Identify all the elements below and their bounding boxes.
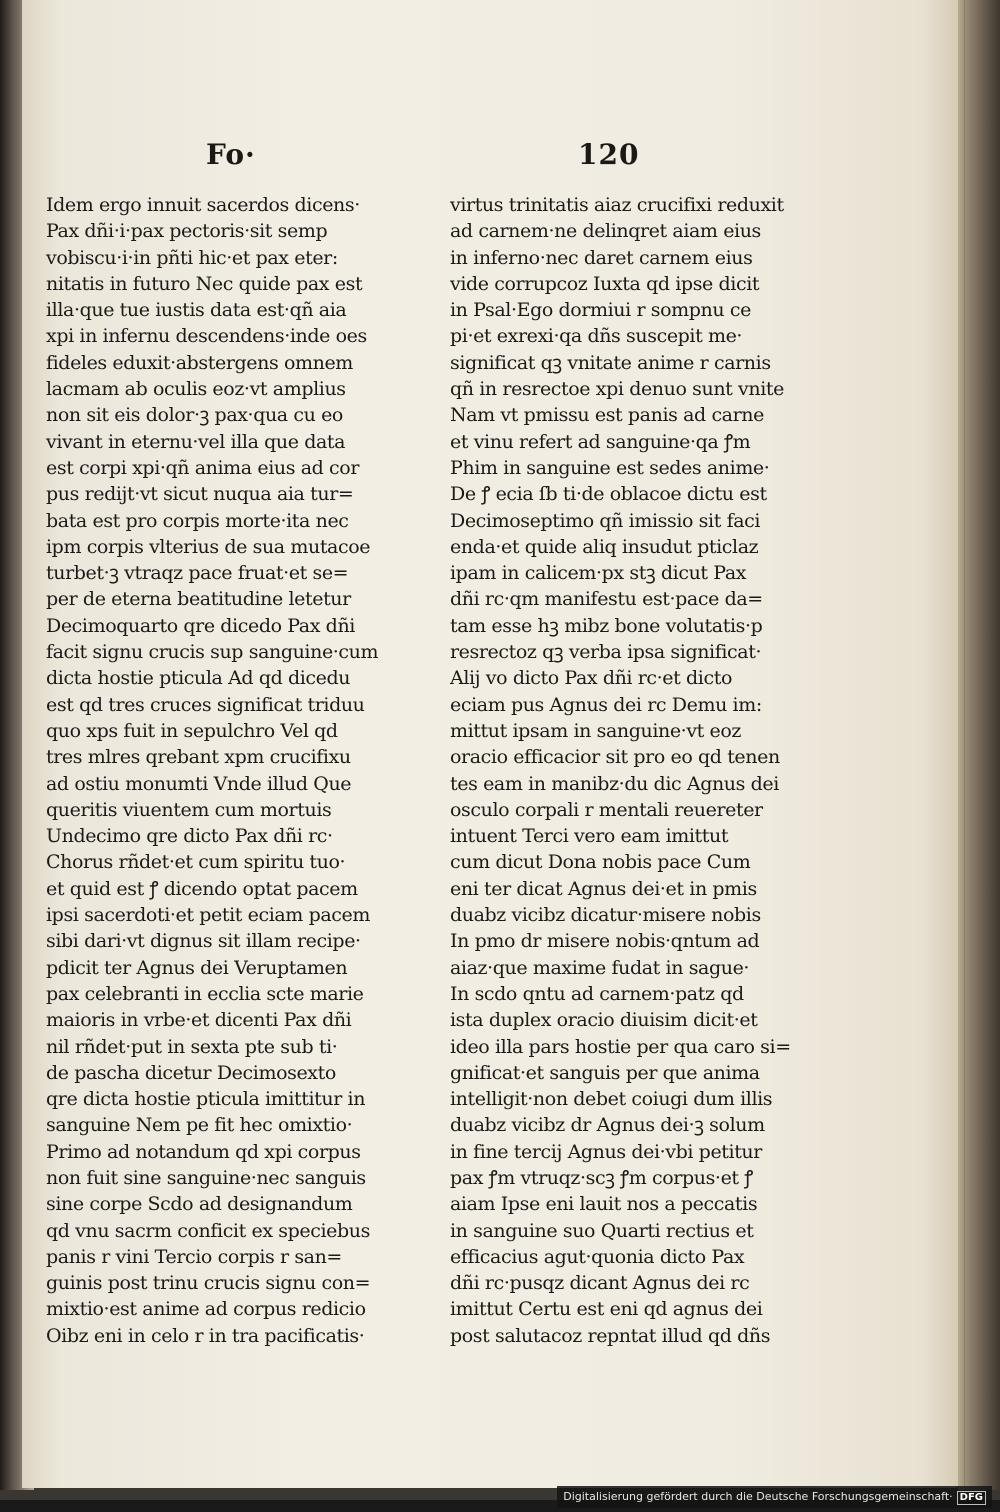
text-line: pi·et exrexi·qa dñs suscepit me· xyxy=(450,325,743,348)
text-line: Idem ergo innuit sacerdos dicens· xyxy=(46,194,360,216)
text-line: ipsi sacerdoti·et petit eciam pacem xyxy=(46,904,370,927)
text-line: eciam pus Agnus dei rc Demu im: xyxy=(450,693,762,716)
text-line: per de eterna beatitudine letetur xyxy=(46,588,351,611)
page-fore-edge xyxy=(958,0,1000,1490)
text-line: queritis viuentem cum mortuis xyxy=(46,798,332,821)
text-line: Decimoseptimo qñ imissio sit faci xyxy=(450,509,761,532)
text-line: virtus trinitatis aiaz crucifixi reduxit xyxy=(450,194,784,216)
text-line: vide corrupcoz Iuxta qd ipse dicit xyxy=(450,272,760,295)
text-line: in sanguine suo Quarti rectius et xyxy=(450,1219,754,1242)
text-line: vobiscu·i·in pñti hic·et pax eter: xyxy=(46,246,338,269)
text-line: nil rñdet·put in sexta pte sub ti· xyxy=(46,1035,338,1058)
credit-text: Digitalisierung gefördert durch die Deutsche Forschungsgemeinschaft· xyxy=(563,1490,953,1503)
text-line: ipm corpis vlterius de sua mutacoe xyxy=(46,535,371,558)
text-line: significat qꝫ vnitate anime r carnis xyxy=(450,351,771,374)
text-line: mixtio·est anime ad corpus redicio xyxy=(46,1298,366,1321)
text-line: sibi dari·vt dignus sit illam recipe· xyxy=(46,930,361,953)
text-line: illa·que tue iustis data est·qñ aia xyxy=(46,299,347,322)
text-line: pax ꝭm vtruqz·scꝫ ꝭm corpus·et ꝭ xyxy=(450,1166,753,1189)
folio-number: 120 xyxy=(578,138,640,171)
text-line: Oibz eni in celo r in tra pacificatis· xyxy=(46,1324,365,1347)
text-line: bata est pro corpis morte·ita nec xyxy=(46,509,349,532)
left-text-column xyxy=(46,192,386,1349)
text-line: imittut Certu est eni qd agnus dei xyxy=(450,1298,763,1321)
text-line: sanguine Nem pe fit hec omixtio· xyxy=(46,1114,353,1137)
text-line: duabz vicibz dr Agnus dei·ꝫ solum xyxy=(450,1114,765,1137)
text-line: est corpi xpi·qñ anima eius ad cor xyxy=(46,456,360,479)
text-line: ista duplex oracio diuisim dicit·et xyxy=(450,1009,758,1032)
text-line: tam esse hꝫ mibz bone volutatis·p xyxy=(450,614,763,637)
text-line: intelligit·non debet coiugi dum illis xyxy=(450,1088,773,1111)
text-line: mittut ipsam in sanguine·vt eoz xyxy=(450,719,742,742)
text-line: oracio efficacior sit pro eo qd tenen xyxy=(450,746,780,769)
text-line: Phim in sanguine est sedes anime· xyxy=(450,456,770,479)
text-line: Chorus rñdet·et cum spiritu tuo· xyxy=(46,851,346,874)
text-line: eni ter dicat Agnus dei·et in pmis xyxy=(450,877,757,900)
page-header xyxy=(0,138,1000,178)
text-line: qd vnu sacrm conficit ex speciebus xyxy=(46,1219,370,1242)
text-line: panis r vini Tercio corpis r san= xyxy=(46,1245,342,1268)
text-line: de pascha dicetur Decimosexto xyxy=(46,1061,336,1084)
text-line: pdicit ter Agnus dei Veruptamen xyxy=(46,956,348,979)
text-line: Decimoquarto qre dicedo Pax dñi xyxy=(46,614,355,637)
text-line: non sit eis dolor·ꝫ pax·qua cu eo xyxy=(46,404,343,427)
text-line: efficacius agut·quonia dicto Pax xyxy=(450,1245,745,1268)
text-line: Primo ad notandum qd xpi corpus xyxy=(46,1140,361,1163)
text-line: et quid est ꝭ dicendo optat pacem xyxy=(46,877,358,900)
text-line: maioris in vrbe·et dicenti Pax dñi xyxy=(46,1009,352,1032)
text-line: dicta hostie pticula Ad qd dicedu xyxy=(46,667,351,690)
text-line: In pmo dr misere nobis·qntum ad xyxy=(450,930,760,953)
text-line: quo xps fuit in sepulchro Vel qd xyxy=(46,719,338,742)
text-line: intuent Terci vero eam imittut xyxy=(450,825,729,848)
text-line: post salutacoz repntat illud qd dñs xyxy=(450,1324,771,1347)
text-line: ideo illa pars hostie per qua caro si= xyxy=(450,1035,791,1058)
text-line: duabz vicibz dicatur·misere nobis xyxy=(450,904,761,927)
text-line: tes eam in manibz·du dic Agnus dei xyxy=(450,772,779,795)
text-line: non fuit sine sanguine·nec sanguis xyxy=(46,1166,366,1189)
text-line: gnificat·et sanguis per que anima xyxy=(450,1061,760,1084)
text-line: pax celebranti in ecclia scte marie xyxy=(46,982,364,1005)
text-line: aiam Ipse eni lauit nos a peccatis xyxy=(450,1193,758,1216)
text-line: xpi in infernu descendens·inde oes xyxy=(46,325,367,348)
right-text-column xyxy=(450,192,795,1349)
text-line: guinis post trinu crucis signu con= xyxy=(46,1272,371,1295)
text-line: tres mlres qrebant xpm crucifixu xyxy=(46,746,351,769)
text-line: resrectoz qꝫ verba ipsa significat· xyxy=(450,641,762,664)
folio-label: Fo· xyxy=(206,138,256,171)
text-line: facit signu crucis sup sanguine·cum xyxy=(46,641,379,664)
text-line: Alij vo dicto Pax dñi rc·et dicto xyxy=(450,667,732,690)
text-line: dñi rc·pusqz dicant Agnus dei rc xyxy=(450,1272,750,1295)
text-line: De ꝭ ecia ſb ti·de oblacoe dictu est xyxy=(450,483,767,506)
text-line: ipam in calicem·px stꝫ dicut Pax xyxy=(450,562,747,585)
text-line: enda·et quide aliq insudut pticlaz xyxy=(450,535,759,558)
text-line: aiaz·que maxime fudat in sague· xyxy=(450,956,750,979)
text-line: vivant in eternu·vel illa que data xyxy=(46,430,346,453)
text-line: Undecimo qre dicto Pax dñi rc· xyxy=(46,825,333,848)
text-line: qre dicta hostie pticula imittitur in xyxy=(46,1088,366,1111)
text-line: cum dicut Dona nobis pace Cum xyxy=(450,851,751,874)
digitization-credit xyxy=(557,1486,992,1508)
text-line: nitatis in futuro Nec quide pax est xyxy=(46,272,363,295)
text-line: in Psal·Ego dormiui r sompnu ce xyxy=(450,299,751,322)
text-line: pus redijt·vt sicut nuqua aia tur= xyxy=(46,483,354,506)
dfg-logo: DFG xyxy=(957,1491,986,1505)
text-line: dñi rc·qm manifestu est·pace da= xyxy=(450,588,763,611)
text-line: In scdo qntu ad carnem·patz qd xyxy=(450,982,744,1005)
text-line: in inferno·nec daret carnem eius xyxy=(450,246,753,269)
text-line: ad carnem·ne delinqret aiam eius xyxy=(450,220,761,243)
text-line: fideles eduxit·abstergens omnem xyxy=(46,351,353,374)
text-line: turbet·ꝫ vtraqz pace fruat·et se= xyxy=(46,562,349,585)
text-line: Pax dñi·i·pax pectoris·sit semp xyxy=(46,220,328,243)
text-line: est qd tres cruces significat triduu xyxy=(46,693,365,716)
text-line: osculo corpali r mentali reuereter xyxy=(450,798,763,821)
text-line: ad ostiu monumti Vnde illud Que xyxy=(46,772,352,795)
text-line: sine corpe Scdo ad designandum xyxy=(46,1193,353,1216)
text-line: Nam vt pmissu est panis ad carne xyxy=(450,404,764,427)
text-line: lacmam ab oculis eoz·vt amplius xyxy=(46,378,346,401)
text-line: in fine tercij Agnus dei·vbi petitur xyxy=(450,1140,762,1163)
text-line: qñ in resrectoe xpi denuo sunt vnite xyxy=(450,378,784,401)
text-line: et vinu refert ad sanguine·qa ꝭm xyxy=(450,430,751,453)
